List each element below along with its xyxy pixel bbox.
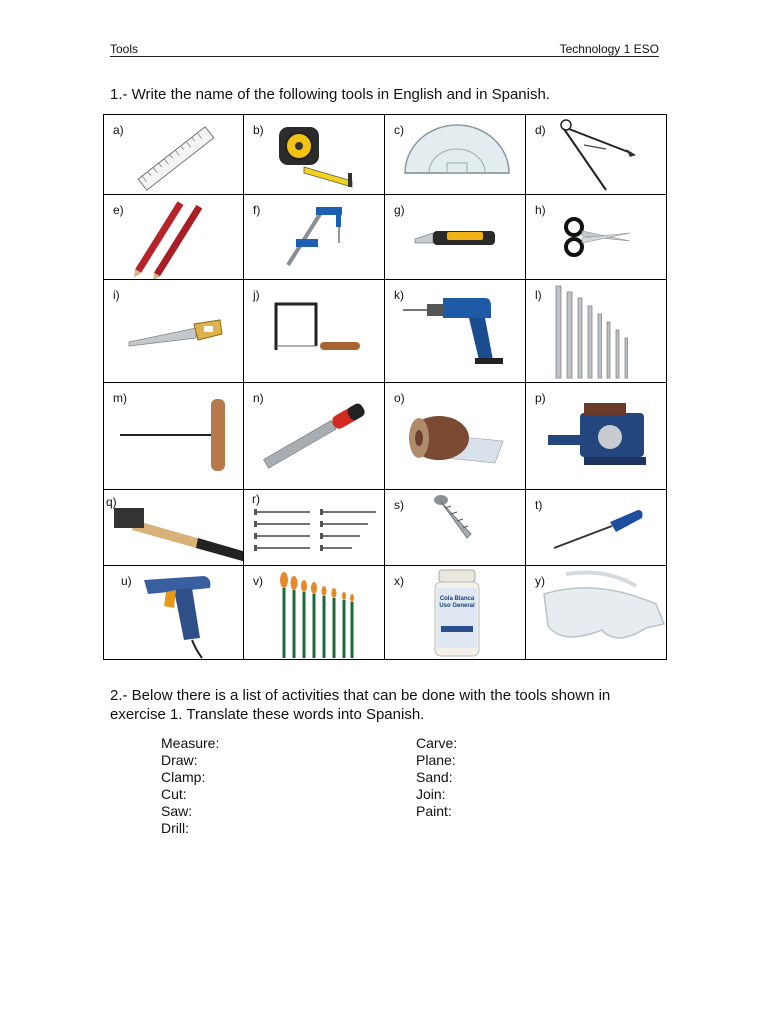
tool-cell-r (244, 490, 385, 566)
activities-left-column (161, 735, 219, 837)
tool-cell-q (104, 490, 244, 566)
tool-cell-s (385, 490, 526, 566)
screwdriver-icon (526, 490, 667, 566)
tool-cell-v (244, 566, 385, 660)
tool-cell-j (244, 280, 385, 383)
activity-item: Carve: (416, 735, 458, 751)
page-header (110, 42, 659, 57)
electric-drill-icon (385, 280, 526, 383)
header-subject: Tools (110, 42, 139, 56)
tool-label: v) (253, 574, 263, 588)
tool-cell-h (526, 195, 667, 280)
header-course: Technology 1 ESO (559, 42, 659, 56)
tool-cell-k (385, 280, 526, 383)
protractor-icon (385, 115, 526, 195)
exercise2-prompt: 2.- Below there is a list of activities that can be done with the tools shown in exercise 1. Translate these words into Spanish. (110, 687, 611, 723)
screw-icon (385, 490, 526, 566)
tool-label: o) (394, 391, 405, 405)
tool-cell-p (526, 383, 667, 490)
tool-cell-g (385, 195, 526, 280)
hand-saw-icon (104, 280, 244, 383)
sandpaper-roll-icon (385, 383, 526, 490)
tool-cell-i (104, 280, 244, 383)
tool-label: l) (535, 288, 542, 302)
activity-item: Join: (416, 786, 446, 802)
activity-item: Paint: (416, 803, 452, 819)
ruler-icon (104, 115, 244, 195)
belt-sander-icon (526, 383, 667, 490)
tool-label: e) (113, 203, 124, 217)
glue-bottle-icon (385, 566, 526, 660)
tool-label: c) (394, 123, 404, 137)
clamp-icon (244, 195, 385, 280)
tool-label: f) (253, 203, 261, 217)
activity-item: Sand: (416, 769, 453, 785)
tool-cell-x (385, 566, 526, 660)
activities-right-column (416, 735, 457, 820)
tool-label: h) (535, 203, 546, 217)
tool-cell-l (526, 280, 667, 383)
tool-cell-t (526, 490, 667, 566)
tool-cell-e (104, 195, 244, 280)
activity-item: Draw: (161, 752, 198, 768)
tool-cell-y (526, 566, 667, 660)
coping-saw-icon (244, 280, 385, 383)
activity-item: Clamp: (161, 769, 206, 785)
tool-label: q) (106, 495, 117, 509)
nails-icon (244, 490, 385, 566)
tool-label: j) (253, 288, 260, 302)
tool-label: a) (113, 123, 124, 137)
tape-measure-icon (244, 115, 385, 195)
hammer-icon (104, 490, 244, 566)
activity-item: Drill: (161, 820, 189, 836)
tool-cell-c (385, 115, 526, 195)
tool-label: p) (535, 391, 546, 405)
tool-label: n) (253, 391, 264, 405)
safety-glasses-icon (526, 566, 667, 660)
activity-item: Cut: (161, 786, 187, 802)
tool-label: d) (535, 123, 546, 137)
tool-cell-f (244, 195, 385, 280)
activity-item: Measure: (161, 735, 220, 751)
tool-label: y) (535, 574, 545, 588)
tool-label: r) (252, 492, 260, 506)
activity-item: Saw: (161, 803, 193, 819)
tool-label: g) (394, 203, 405, 217)
tool-cell-b (244, 115, 385, 195)
tool-cell-m (104, 383, 244, 490)
tool-label: u) (121, 574, 132, 588)
drill-bits-icon (526, 280, 667, 383)
tools-grid (103, 114, 667, 660)
tool-label: k) (394, 288, 404, 302)
tool-cell-n (244, 383, 385, 490)
exercise1-prompt: 1.- Write the name of the following tools in English and in Spanish. (110, 86, 550, 103)
tool-cell-u (104, 566, 244, 660)
utility-knife-icon (385, 195, 526, 280)
scissors-icon (526, 195, 667, 280)
bottle-type-text: Uso General (439, 603, 475, 609)
activity-item: Plane: (416, 752, 456, 768)
compass-icon (526, 115, 667, 195)
tool-cell-a (104, 115, 244, 195)
tool-label: m) (113, 391, 127, 405)
tool-label: b) (253, 123, 264, 137)
tool-cell-o (385, 383, 526, 490)
carpenter-pencils-icon (104, 195, 244, 280)
file-icon (244, 383, 385, 490)
tool-label: i) (113, 288, 120, 302)
paint-brushes-icon (244, 566, 385, 660)
tool-cell-d (526, 115, 667, 195)
tool-label: s) (394, 498, 404, 512)
tool-label: x) (394, 574, 404, 588)
tool-label: t) (535, 498, 543, 512)
bottle-brand-text: Cola Blanca (439, 596, 475, 602)
